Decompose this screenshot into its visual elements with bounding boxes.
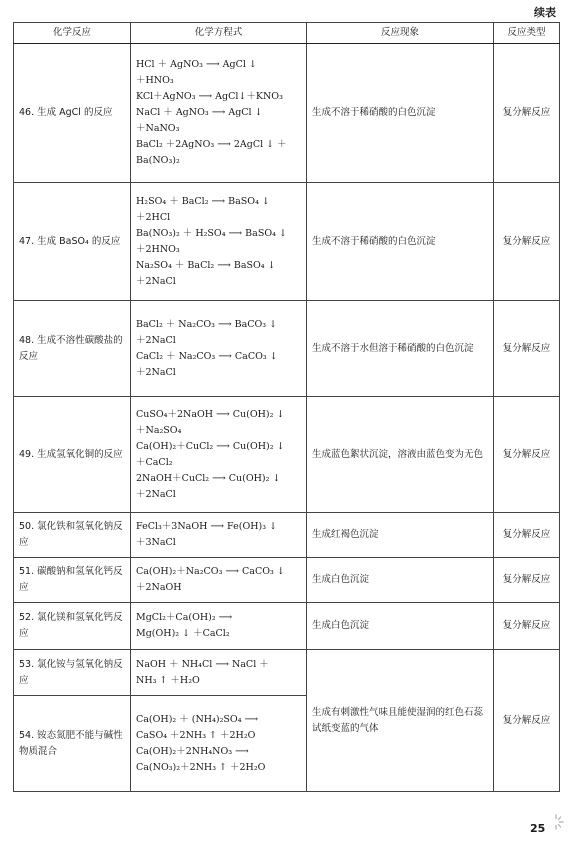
equation-line: ＋2NaCl (136, 488, 176, 500)
reaction-equation (131, 301, 307, 397)
reaction-equation (131, 513, 307, 558)
reaction-phenomenon: 生成不溶于水但溶于稀硝酸的白色沉淀 (307, 301, 494, 397)
table-row (14, 603, 560, 650)
equation-line: BaCl₂ ＋2AgNO₃ ⟶ 2AgCl ↓ ＋ (136, 139, 287, 150)
reaction-type: 复分解反应 (494, 558, 560, 603)
equation-line: ＋2NaOH (136, 582, 182, 593)
equation-line: ＋2NaCl (136, 334, 176, 346)
reaction-phenomenon: 生成白色沉淀 (307, 558, 494, 603)
reaction-equation (131, 603, 307, 650)
reaction-phenomenon: 生成红褐色沉淀 (307, 513, 494, 558)
page-number: 25 (530, 822, 546, 835)
equation-line: NaCl ＋ AgNO₃ ⟶ AgCl ↓ (136, 107, 263, 118)
equation-line: Ca(OH)₂＋2NH₄NO₃ ⟶ (136, 745, 249, 757)
equation-line: H₂SO₄ ＋ BaCl₂ ⟶ BaSO₄ ↓ (136, 195, 270, 207)
reaction-equation (131, 44, 307, 183)
reaction-table (13, 22, 560, 792)
reaction-name: 46. 生成 AgCl 的反应 (14, 44, 131, 183)
equation-line: HCl ＋ AgNO₃ ⟶ AgCl ↓ (136, 59, 257, 70)
equation-line: Na₂SO₄ ＋ BaCl₂ ⟶ BaSO₄ ↓ (136, 259, 276, 271)
equation-line: FeCl₃＋3NaOH ⟶ Fe(OH)₃ ↓ (136, 521, 278, 532)
reaction-type: 复分解反应 (494, 603, 560, 650)
equation-line: CaCl₂ ＋ Na₂CO₃ ⟶ CaCO₃ ↓ (136, 350, 278, 362)
equation-line: ＋HNO₃ (136, 75, 174, 86)
table-row (14, 183, 560, 301)
reaction-name: 48. 生成不溶性碳酸盐的反应 (14, 301, 131, 397)
reaction-phenomenon: 生成蓝色絮状沉淀，溶液由蓝色变为无色 (307, 397, 494, 513)
reaction-name: 51. 碳酸钠和氢氧化钙反应 (14, 558, 131, 603)
table-row (14, 397, 560, 513)
reaction-equation (131, 183, 307, 301)
reaction-name: 49. 生成氢氧化铜的反应 (14, 397, 131, 513)
equation-line: Ba(NO₃)₂ (136, 155, 180, 166)
equation-line: ＋2NaCl (136, 275, 176, 287)
equation-line: Ca(OH)₂＋Na₂CO₃ ⟶ CaCO₃ ↓ (136, 566, 285, 577)
table-row (14, 44, 560, 183)
equation-line: Ca(NO₃)₂＋2NH₃ ↑ ＋2H₂O (136, 761, 266, 773)
reaction-name: 50. 氯化铁和氢氧化钠反应 (14, 513, 131, 558)
equation-line: BaCl₂ ＋ Na₂CO₃ ⟶ BaCO₃ ↓ (136, 318, 278, 330)
equation-line: NH₃ ↑ ＋H₂O (136, 674, 200, 686)
reaction-type: 复分解反应 (494, 513, 560, 558)
equation-line: Ca(OH)₂ ＋ (NH₄)₂SO₄ ⟶ (136, 713, 259, 725)
equation-line: ＋2NaCl (136, 366, 176, 378)
equation-line: ＋NaNO₃ (136, 123, 180, 134)
reaction-type: 复分解反应 (494, 650, 560, 792)
equation-line: ＋3NaCl (136, 537, 176, 548)
equation-line: Ca(OH)₂＋CuCl₂ ⟶ Cu(OH)₂ ↓ (136, 440, 285, 452)
reaction-equation (131, 696, 307, 792)
reaction-name: 53. 氯化铵与氢氧化钠反应 (14, 650, 131, 696)
column-header-phenomenon: 反应现象 (307, 23, 494, 44)
reaction-type: 复分解反应 (494, 397, 560, 513)
reaction-type: 复分解反应 (494, 183, 560, 301)
reaction-name: 47. 生成 BaSO₄ 的反应 (14, 183, 131, 301)
column-header-equation: 化学方程式 (131, 23, 307, 44)
table-row (14, 558, 560, 603)
reaction-phenomenon: 生成有刺激性气味且能使湿润的红色石蕊试纸变蓝的气体 (307, 650, 494, 792)
reaction-equation (131, 650, 307, 696)
reaction-equation (131, 558, 307, 603)
equation-line: ＋CaCl₂ (136, 456, 173, 468)
column-header-reaction: 化学反应 (14, 23, 131, 44)
equation-line: ＋2HCl (136, 211, 171, 223)
equation-line: ＋2HNO₃ (136, 243, 180, 255)
equation-line: ＋Na₂SO₄ (136, 424, 182, 436)
reaction-type: 复分解反应 (494, 301, 560, 397)
reaction-phenomenon: 生成白色沉淀 (307, 603, 494, 650)
reaction-phenomenon: 生成不溶于稀硝酸的白色沉淀 (307, 44, 494, 183)
reaction-phenomenon: 生成不溶于稀硝酸的白色沉淀 (307, 183, 494, 301)
equation-line: NaOH ＋ NH₄Cl ⟶ NaCl ＋ (136, 658, 269, 670)
continued-label: 续表 (534, 6, 556, 19)
equation-line: Mg(OH)₂ ↓ ＋CaCl₂ (136, 628, 230, 639)
table-row (14, 301, 560, 397)
reaction-type: 复分解反应 (494, 44, 560, 183)
table-header-row (14, 23, 560, 44)
reaction-name: 52. 氯化镁和氢氧化钙反应 (14, 603, 131, 650)
equation-line: CaSO₄ ＋2NH₃ ↑ ＋2H₂O (136, 729, 256, 741)
reaction-name: 54. 铵态氮肥不能与碱性物质混合 (14, 696, 131, 792)
equation-line: 2NaOH＋CuCl₂ ⟶ Cu(OH)₂ ↓ (136, 472, 281, 484)
equation-line: Ba(NO₃)₂ ＋ H₂SO₄ ⟶ BaSO₄ ↓ (136, 227, 287, 239)
equation-line: KCl＋AgNO₃ ⟶ AgCl↓＋KNO₃ (136, 91, 283, 102)
page-decoration-icon (548, 814, 564, 830)
table-row (14, 650, 560, 696)
column-header-type: 反应类型 (494, 23, 560, 44)
table-row (14, 513, 560, 558)
reaction-equation (131, 397, 307, 513)
equation-line: CuSO₄＋2NaOH ⟶ Cu(OH)₂ ↓ (136, 408, 285, 420)
equation-line: MgCl₂＋Ca(OH)₂ ⟶ (136, 612, 233, 623)
